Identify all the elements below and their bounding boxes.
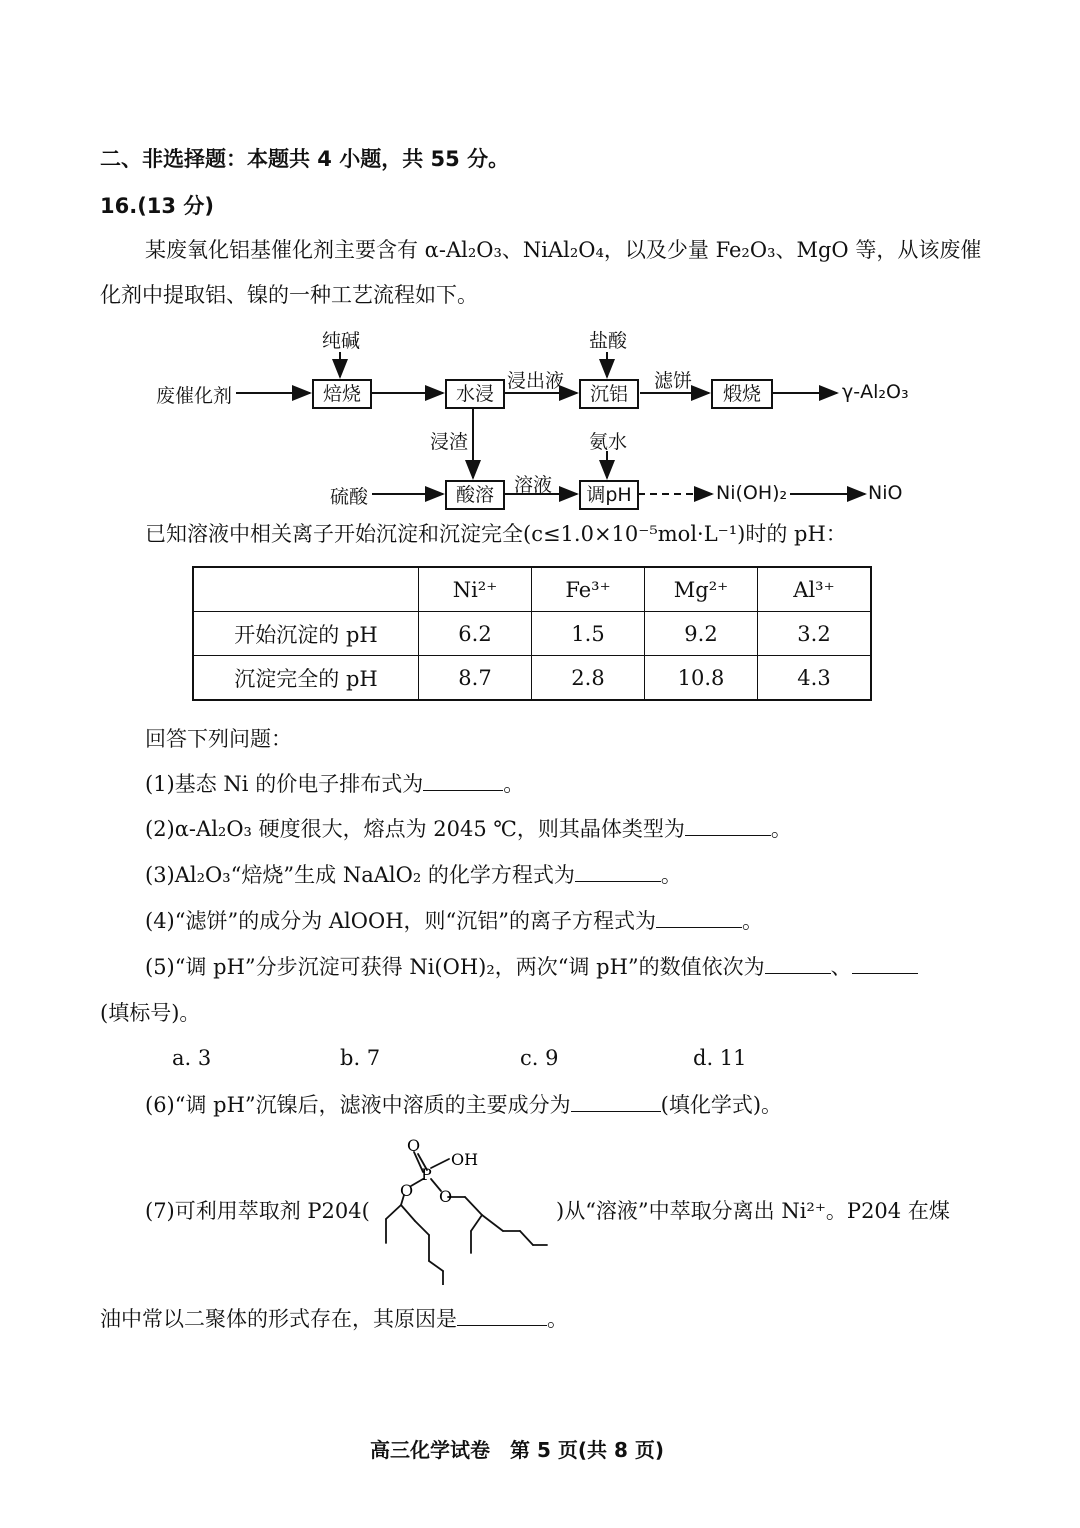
ph-table [192,566,872,701]
question-score: (13 分) [137,194,214,218]
question-1 [145,771,524,797]
table-header-row [193,567,871,612]
p204-structure-diagram [375,1135,560,1285]
edge-solution: 溶液 [514,474,553,496]
table-cell: 6.2 [419,612,532,656]
period: 。 [503,772,525,796]
period: 。 [660,863,682,887]
box-leach: 水浸 [445,379,505,409]
intro-line-1: 某废氧化铝基催化剂主要含有 α-Al₂O₃、NiAl₂O₄，以及少量 Fe₂O₃、MgO 等，从该废催 [145,238,982,262]
table-cell: 9.2 [645,612,758,656]
question-3 [145,862,682,888]
table-cell: 8.7 [419,656,532,701]
table-cell: 10.8 [645,656,758,701]
question-1-text: (1)基态 Ni 的价电子排布式为 [145,772,424,796]
table-row [193,612,871,656]
box-roast: 焙烧 [312,379,372,409]
question-5-separator: 、 [830,955,852,979]
table-cell: 2.8 [532,656,645,701]
edge-filter-cake: 滤饼 [654,370,693,392]
box-precip-al: 沉铝 [579,379,639,409]
section-header: 二、非选择题：本题共 4 小题，共 55 分。 [100,147,510,171]
period: 。 [742,909,763,933]
table-cell: 3.2 [758,612,872,656]
edge-leachate: 浸出液 [507,370,565,392]
table-cell: Fe³⁺ [532,567,645,612]
table-cell: Mg²⁺ [645,567,758,612]
process-flow-diagram [0,0,1080,530]
answer-blank-2[interactable] [685,817,771,836]
answer-prompt: 回答下列问题： [145,727,292,751]
atom-oh: OH [451,1150,479,1169]
question-4-text: (4)“滤饼”的成分为 AlOOH，则“沉铝”的离子方程式为 [145,909,656,933]
question-4 [145,908,763,934]
question-5-text: (5)“调 pH”分步沉淀可获得 Ni(OH)₂，两次“调 pH”的数值依次为 [145,955,765,979]
table-row [193,656,871,701]
question-3-text: (3)Al₂O₃“焙烧”生成 NaAlO₂ 的化学方程式为 [145,863,575,887]
atom-o-right: O [439,1187,453,1206]
table-cell: 1.5 [532,612,645,656]
question-7-tail-text: 油中常以二聚体的形式存在，其原因是 [100,1307,457,1331]
question-5 [145,954,918,980]
reagent-ammonia: 氨水 [589,431,628,453]
table-cell: Ni²⁺ [419,567,532,612]
box-calcine: 煅烧 [711,379,773,409]
question-number-text: 16. [100,194,138,218]
answer-blank-4[interactable] [656,909,742,928]
answer-blank-6[interactable] [571,1093,661,1112]
question-2 [145,816,792,842]
box-acid-dissolve: 酸溶 [445,480,505,510]
option-b: b. 7 [340,1046,381,1070]
option-a: a. 3 [172,1046,212,1070]
start-material: 废催化剂 [156,385,233,407]
question-5-tail: (填标号)。 [100,1001,201,1025]
product-nioh2: Ni(OH)₂ [716,482,788,504]
table-cell: 开始沉淀的 pH [193,612,419,656]
question-6-text: (6)“调 pH”沉镍后，滤液中溶质的主要成分为 [145,1093,571,1117]
table-cell: Al³⁺ [758,567,872,612]
table-cell: 4.3 [758,656,872,701]
answer-blank-5a[interactable] [765,955,831,974]
period: 。 [547,1307,568,1331]
product-al2o3: γ-Al₂O₃ [842,381,909,403]
question-7-head: (7)可利用萃取剂 P204( [145,1199,370,1223]
table-cell: 沉淀完全的 pH [193,656,419,701]
intro-line-2: 化剂中提取铝、镍的一种工艺流程如下。 [100,283,478,307]
reagent-soda: 纯碱 [322,330,361,352]
question-2-text: (2)α-Al₂O₃ 硬度很大，熔点为 2045 ℃，则其晶体类型为 [145,817,685,841]
period: 。 [770,817,792,841]
question-6 [145,1092,782,1118]
reagent-h2so4: 硫酸 [330,486,369,508]
box-adjust-ph: 调pH [579,480,639,510]
reagent-hcl: 盐酸 [589,330,628,352]
atom-p: P [421,1165,432,1184]
page-footer: 高三化学试卷 第 5 页(共 8 页) [370,1438,664,1462]
option-c: c. 9 [520,1046,559,1070]
answer-blank-1[interactable] [423,772,503,791]
edge-residue: 浸渣 [430,431,469,453]
question-7-mid: )从“溶液”中萃取分离出 Ni²⁺。P204 在煤 [556,1199,950,1223]
known-statement: 已知溶液中相关离子开始沉淀和沉淀完全(c≤1.0×10⁻⁵mol·L⁻¹)时的 pH： [145,522,847,546]
question-6-tail: (填化学式)。 [660,1093,783,1117]
question-7-tail [100,1306,568,1332]
answer-blank-7[interactable] [457,1307,547,1326]
answer-blank-5b[interactable] [852,955,918,974]
table-cell [193,567,419,612]
atom-o-left: O [400,1181,414,1200]
answer-blank-3[interactable] [575,863,661,882]
option-d: d. 11 [693,1046,747,1070]
product-nio: NiO [868,482,903,504]
atom-o-double: O [407,1136,421,1155]
